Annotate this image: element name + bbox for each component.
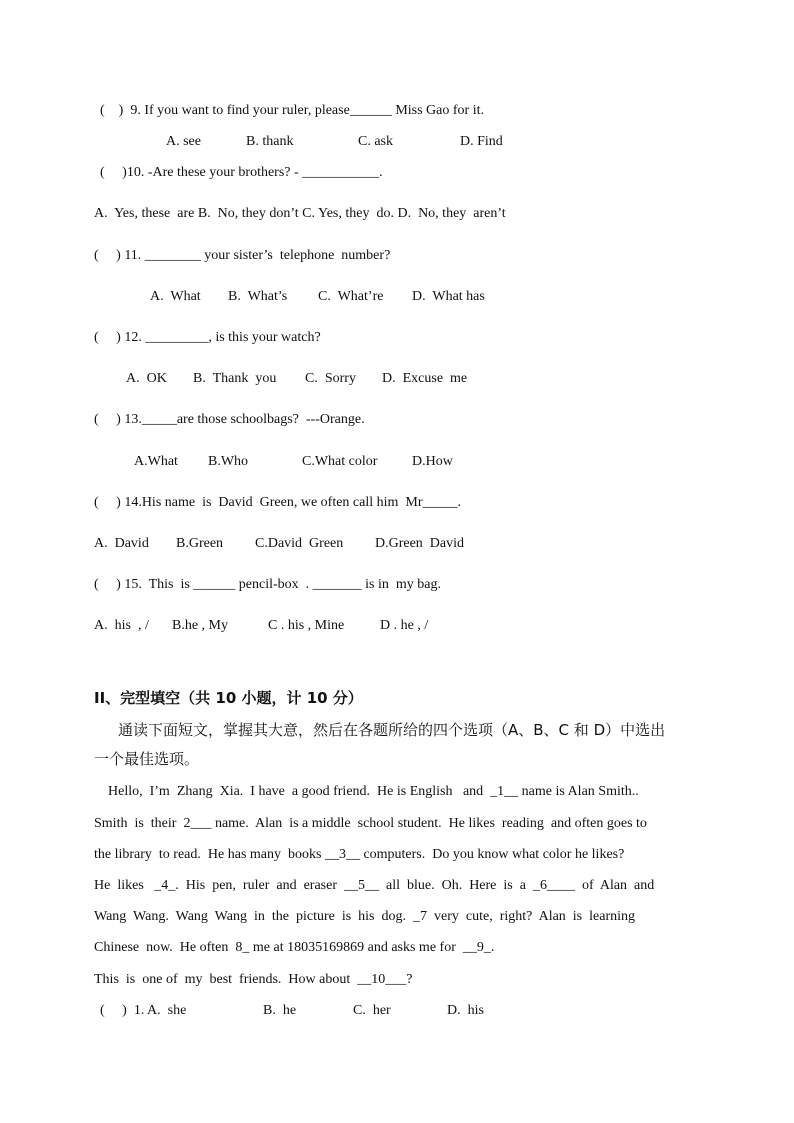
cloze-question-1-option-c: C. her	[353, 1003, 391, 1018]
section-2-heading: II、完型填空（共 10 小题，计 10 分）	[94, 689, 363, 707]
passage-line-7: This is one of my best friends. How about __10___?	[94, 972, 413, 987]
question-14-option-b: B.Green	[176, 536, 224, 551]
cloze-question-1-stem: ( ) 1. A. she	[100, 1003, 187, 1018]
question-13-option-a: A.What	[134, 454, 178, 469]
question-13-option-c: C.What color	[302, 454, 378, 469]
passage-line-5: Wang Wang. Wang Wang in the picture is his dog. _7 very cute, right? Alan is learning	[94, 909, 636, 924]
question-15-option-d: D . he , /	[380, 618, 429, 633]
question-14-stem: ( ) 14.His name is David Green, we often call him Mr_____.	[94, 495, 462, 510]
question-10-options: A. Yes, these are B. No, they don’t C. Yes, they do. D. No, they aren’t	[94, 206, 506, 221]
cloze-question-1-option-d: D. his	[447, 1003, 484, 1018]
passage-line-2: Smith is their 2___ name. Alan is a middle school student. He likes reading and often goes to	[94, 816, 647, 831]
question-10-stem: ( )10. -Are these your brothers? - ___________.	[100, 165, 383, 180]
question-12-option-d: D. Excuse me	[382, 371, 468, 386]
question-15-option-b: B.he , My	[172, 618, 228, 633]
question-13-option-d: D.How	[412, 454, 453, 469]
passage-line-1: Hello, I’m Zhang Xia. I have a good friend. He is English and _1__ name is Alan Smith..	[108, 784, 639, 799]
cloze-question-1-option-b: B. he	[263, 1003, 297, 1018]
section-2-instruction-line-1: 通读下面短文，掌握其大意，然后在各题所给的四个选项（A、B、C 和 D）中选出	[118, 721, 666, 739]
question-9-option-c: C. ask	[358, 134, 393, 149]
question-15-option-a: A. his , /	[94, 618, 149, 633]
question-9-option-d: D. Find	[460, 134, 503, 149]
question-11-stem: ( ) 11. ________ your sister’s telephone number?	[94, 248, 391, 263]
question-15-option-c: C . his , Mine	[268, 618, 345, 633]
question-15-stem: ( ) 15. This is ______ pencil-box . _______ is in my bag.	[94, 577, 441, 592]
question-12-option-a: A. OK	[126, 371, 167, 386]
question-11-option-d: D. What has	[412, 289, 485, 304]
question-11-option-b: B. What’s	[228, 289, 288, 304]
question-14-option-a: A. David	[94, 536, 149, 551]
question-9-option-a: A. see	[166, 134, 201, 149]
question-14-option-d: D.Green David	[375, 536, 465, 551]
passage-line-3: the library to read. He has many books __3__ computers. Do you know what color he likes?	[94, 847, 625, 862]
question-9-stem: ( ) 9. If you want to find your ruler, please______ Miss Gao for it.	[100, 103, 484, 118]
section-2-instruction-line-2: 一个最佳选项。	[94, 750, 200, 768]
question-12-option-b: B. Thank you	[193, 371, 277, 386]
passage-line-6: Chinese now. He often 8_ me at 18035169869 and asks me for __9_.	[94, 940, 495, 955]
question-13-option-b: B.Who	[208, 454, 249, 469]
question-12-option-c: C. Sorry	[305, 371, 356, 386]
question-12-stem: ( ) 12. _________, is this your watch?	[94, 330, 321, 345]
question-11-option-c: C. What’re	[318, 289, 384, 304]
passage-line-4: He likes _4_. His pen, ruler and eraser __5__ all blue. Oh. Here is a _6____ of Alan and	[94, 878, 655, 893]
question-9-option-b: B. thank	[246, 134, 294, 149]
question-13-stem: ( ) 13._____are those schoolbags? ---Orange.	[94, 412, 365, 427]
question-14-option-c: C.David Green	[255, 536, 344, 551]
question-11-option-a: A. What	[150, 289, 201, 304]
